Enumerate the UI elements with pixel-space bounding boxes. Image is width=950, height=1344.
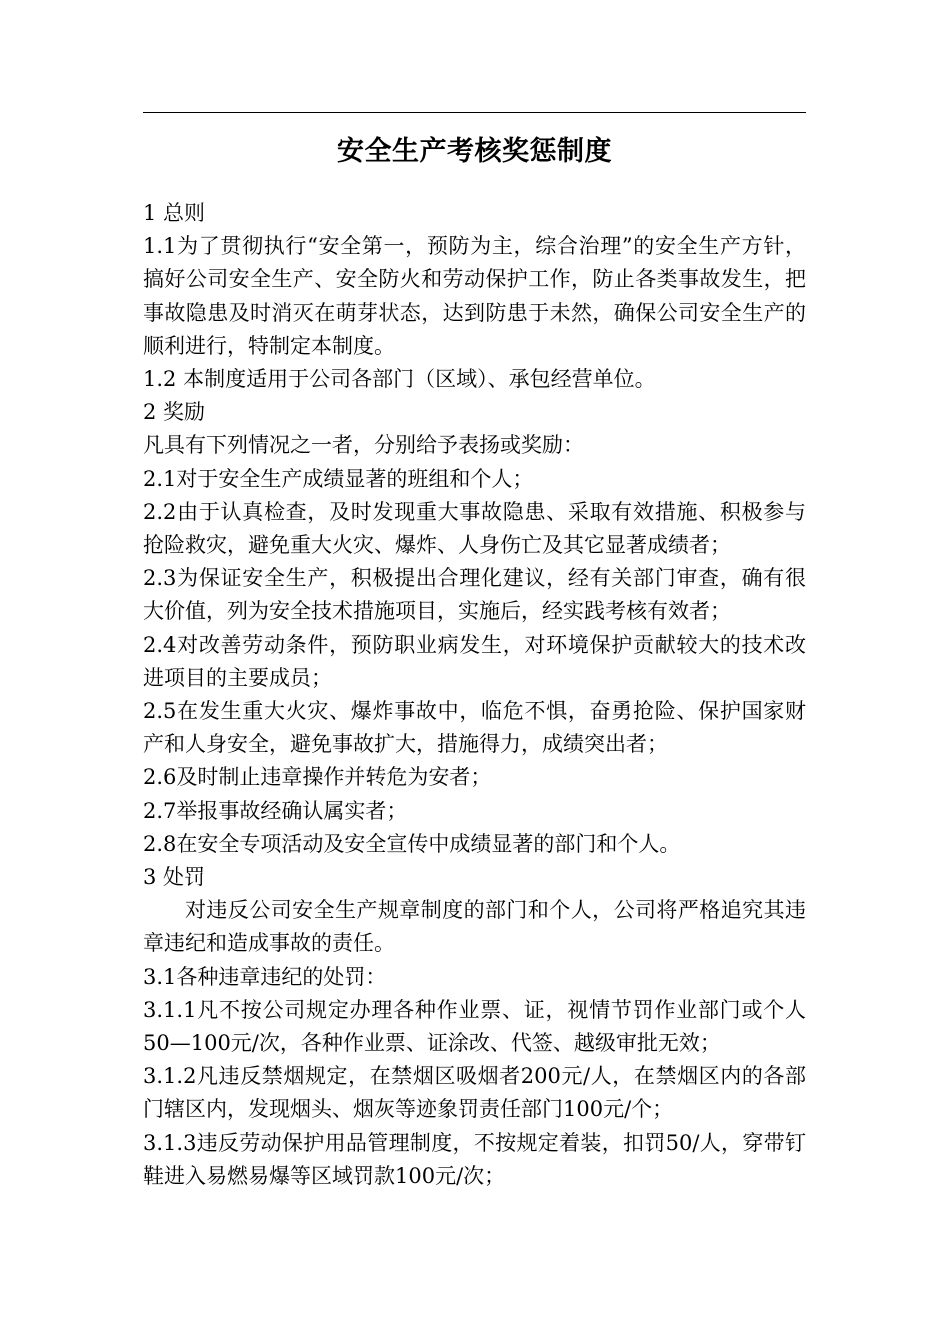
document-body [143, 197, 806, 1193]
document-title: 安全生产考核奖惩制度 [337, 136, 612, 167]
paragraph: 2.3为保证安全生产，积极提出合理化建议，经有关部门审查，确有很大价值，列为安全技术措施项目，实施后，经实践考核有效者； [143, 566, 806, 624]
paragraph: 对违反公司安全生产规章制度的部门和个人，公司将严格追究其违章违纪和造成事故的责任。 [143, 898, 806, 956]
paragraph: 3.1.3违反劳动保护用品管理制度，不按规定着装，扣罚50/人，穿带钉鞋进入易燃易爆等区域罚款100元/次； [143, 1130, 806, 1188]
paragraph: 2.8在安全专项活动及安全宣传中成绩显著的部门和个人。 [143, 831, 681, 856]
section-heading: 3 处罚 [143, 865, 206, 890]
paragraph: 2.7举报事故经确认属实者； [143, 798, 408, 823]
paragraph: 1.1为了贯彻执行“安全第一，预防为主，综合治理”的安全生产方针，搞好公司安全生产、安全防火和劳动保护工作，防止各类事故发生，把事故隐患及时消灭在萌芽状态，达到防患于未然，确保公司安全生产的顺利进行，特制定本制度。 [143, 234, 806, 358]
section-heading: 1 总则 [143, 201, 206, 225]
paragraph: 凡具有下列情况之一者，分别给予表扬或奖励： [143, 433, 584, 458]
paragraph: 2.5在发生重大火灾、爆炸事故中，临危不惧，奋勇抢险、保护国家财产和人身安全，避免事故扩大，措施得力，成绩突出者； [143, 699, 806, 757]
paragraph: 2.1对于安全生产成绩显著的班组和个人； [143, 466, 534, 491]
paragraph: 2.6及时制止违章操作并转危为安者； [143, 765, 492, 790]
paragraph: 3.1各种违章违纪的处罚： [143, 964, 387, 989]
paragraph: 3.1.2凡违反禁烟规定，在禁烟区吸烟者200元/人，在禁烟区内的各部门辖区内，发现烟头、烟灰等迹象罚责任部门100元/个； [143, 1064, 806, 1122]
paragraph: 2.2由于认真检查，及时发现重大事故隐患、采取有效措施、积极参与抢险救灾，避免重大火灾、爆炸、人身伤亡及其它显著成绩者； [143, 499, 806, 558]
header-rule [143, 112, 806, 113]
paragraph: 2.4对改善劳动条件，预防职业病发生，对环境保护贡献较大的技术改进项目的主要成员； [143, 632, 806, 690]
paragraph: 3.1.1凡不按公司规定办理各种作业票、证，视情节罚作业部门或个人50—100元/次，各种作业票、证涂改、代签、越级审批无效； [143, 997, 806, 1056]
paragraph: 1.2 本制度适用于公司各部门（区域）、承包经营单位。 [143, 367, 656, 392]
section-heading: 2 奖励 [143, 400, 206, 425]
